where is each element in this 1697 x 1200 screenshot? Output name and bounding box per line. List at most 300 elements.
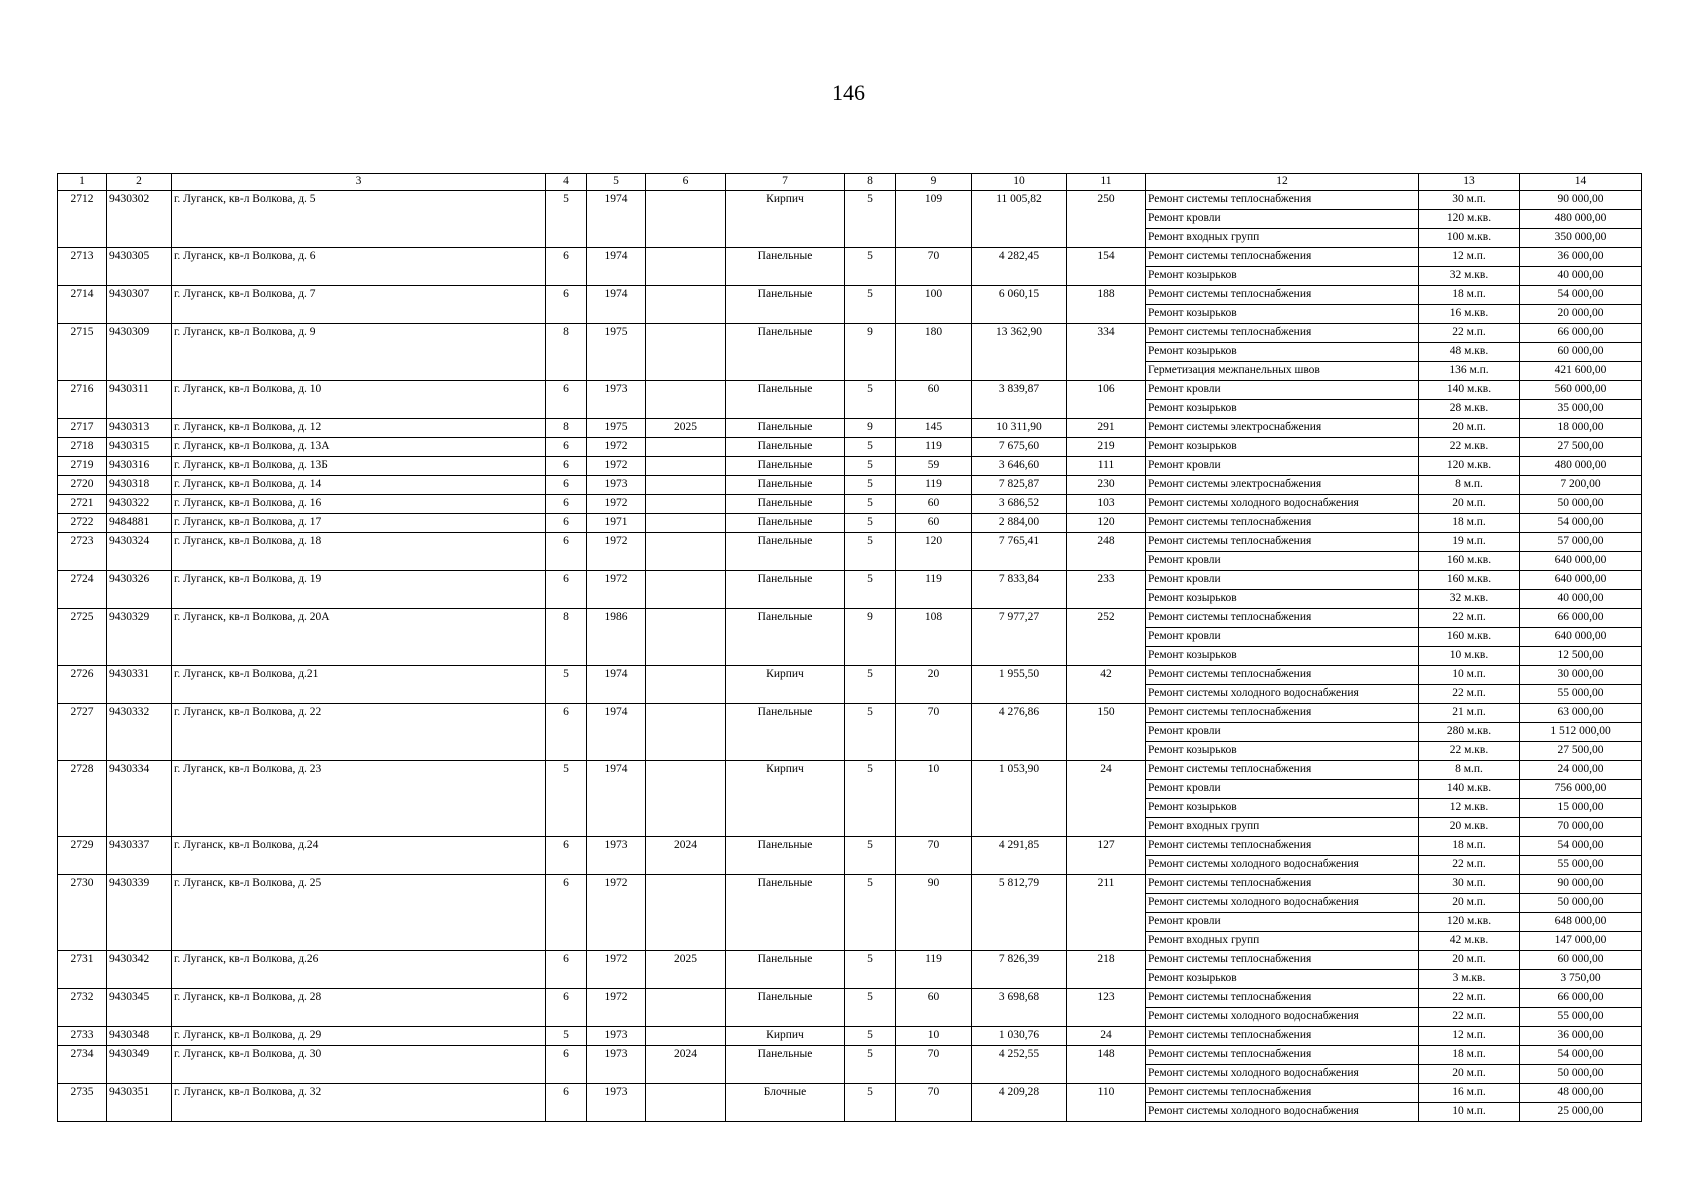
house-group (58, 1027, 1642, 1046)
cell-year: 1973 (587, 837, 646, 875)
house-group (58, 419, 1642, 438)
work-volume: 160 м.кв. (1419, 571, 1520, 590)
cell-year: 1973 (587, 381, 646, 419)
cell-col4: 6 (546, 381, 587, 419)
work-volume: 160 м.кв. (1419, 628, 1520, 647)
cell-material: Панельные (726, 248, 845, 286)
work-name: Ремонт системы теплоснабжения (1146, 191, 1419, 210)
house-code: 9430329 (107, 609, 172, 666)
work-cost: 50 000,00 (1520, 1065, 1642, 1084)
cell-col8: 5 (845, 533, 896, 571)
cell-year: 1972 (587, 495, 646, 514)
work-name: Ремонт системы теплоснабжения (1146, 875, 1419, 894)
cell-col4: 5 (546, 1027, 587, 1046)
house-address: г. Луганск, кв-л Волкова, д. 17 (172, 514, 546, 533)
house-group (58, 495, 1642, 514)
work-name: Ремонт системы теплоснабжения (1146, 609, 1419, 628)
house-code: 9430349 (107, 1046, 172, 1084)
work-volume: 22 м.п. (1419, 856, 1520, 875)
cell-col8: 5 (845, 191, 896, 248)
cell-col10: 10 311,90 (972, 419, 1067, 438)
work-name: Ремонт системы холодного водоснабжения (1146, 1065, 1419, 1084)
cell-col9: 60 (896, 381, 972, 419)
house-group (58, 514, 1642, 533)
row-number: 2727 (58, 704, 107, 761)
cell-col8: 9 (845, 609, 896, 666)
cell-col4: 6 (546, 875, 587, 951)
cell-material: Панельные (726, 704, 845, 761)
work-cost: 7 200,00 (1520, 476, 1642, 495)
cell-year: 1973 (587, 1084, 646, 1122)
cell-col9: 70 (896, 704, 972, 761)
cell-col6 (646, 324, 726, 381)
row-number: 2719 (58, 457, 107, 476)
work-cost: 350 000,00 (1520, 229, 1642, 248)
table-row (58, 476, 1642, 495)
work-name: Ремонт козырьков (1146, 305, 1419, 324)
table-row (58, 286, 1642, 305)
work-volume: 22 м.кв. (1419, 742, 1520, 761)
row-number: 2720 (58, 476, 107, 495)
cell-col10: 7 977,27 (972, 609, 1067, 666)
cell-col4: 6 (546, 476, 587, 495)
table-row (58, 571, 1642, 590)
house-code: 9430322 (107, 495, 172, 514)
table-row (58, 419, 1642, 438)
work-volume: 22 м.п. (1419, 685, 1520, 704)
house-code: 9430318 (107, 476, 172, 495)
row-number: 2729 (58, 837, 107, 875)
cell-col9: 100 (896, 286, 972, 324)
work-volume: 22 м.п. (1419, 609, 1520, 628)
cell-col9: 60 (896, 495, 972, 514)
cell-material: Блочные (726, 1084, 845, 1122)
work-cost: 648 000,00 (1520, 913, 1642, 932)
cell-material: Панельные (726, 533, 845, 571)
work-name: Ремонт системы теплоснабжения (1146, 248, 1419, 267)
cell-col9: 119 (896, 476, 972, 495)
cell-col11: 42 (1067, 666, 1146, 704)
cell-year: 1975 (587, 419, 646, 438)
house-group (58, 989, 1642, 1027)
cell-col9: 60 (896, 989, 972, 1027)
row-number: 2716 (58, 381, 107, 419)
work-name: Ремонт козырьков (1146, 438, 1419, 457)
work-volume: 136 м.п. (1419, 362, 1520, 381)
cell-col11: 127 (1067, 837, 1146, 875)
house-group (58, 571, 1642, 609)
cell-col9: 20 (896, 666, 972, 704)
table-row (58, 1027, 1642, 1046)
cell-col10: 4 209,28 (972, 1084, 1067, 1122)
work-name: Ремонт системы теплоснабжения (1146, 1084, 1419, 1103)
row-number: 2714 (58, 286, 107, 324)
table-row (58, 191, 1642, 210)
cell-material: Кирпич (726, 761, 845, 837)
cell-col10: 2 884,00 (972, 514, 1067, 533)
work-name: Ремонт козырьков (1146, 400, 1419, 419)
cell-col4: 6 (546, 495, 587, 514)
house-address: г. Луганск, кв-л Волкова, д. 23 (172, 761, 546, 837)
work-cost: 27 500,00 (1520, 742, 1642, 761)
cell-col11: 219 (1067, 438, 1146, 457)
house-code: 9484881 (107, 514, 172, 533)
cell-col9: 10 (896, 761, 972, 837)
col-header: 7 (726, 174, 845, 191)
work-cost: 55 000,00 (1520, 685, 1642, 704)
house-group (58, 837, 1642, 875)
cell-col11: 250 (1067, 191, 1146, 248)
cell-material: Панельные (726, 286, 845, 324)
cell-year: 1972 (587, 951, 646, 989)
table-row (58, 609, 1642, 628)
house-address: г. Луганск, кв-л Волкова, д.21 (172, 666, 546, 704)
row-number: 2731 (58, 951, 107, 989)
house-group (58, 609, 1642, 666)
cell-col10: 3 686,52 (972, 495, 1067, 514)
house-address: г. Луганск, кв-л Волкова, д. 13Б (172, 457, 546, 476)
work-volume: 18 м.п. (1419, 1046, 1520, 1065)
work-name: Ремонт системы теплоснабжения (1146, 1046, 1419, 1065)
work-volume: 120 м.кв. (1419, 913, 1520, 932)
work-cost: 50 000,00 (1520, 894, 1642, 913)
work-volume: 18 м.п. (1419, 837, 1520, 856)
cell-col9: 145 (896, 419, 972, 438)
cell-col6 (646, 761, 726, 837)
cell-year: 1972 (587, 989, 646, 1027)
work-name: Ремонт системы холодного водоснабжения (1146, 1008, 1419, 1027)
work-volume: 30 м.п. (1419, 191, 1520, 210)
cell-col8: 5 (845, 875, 896, 951)
cell-col11: 291 (1067, 419, 1146, 438)
work-volume: 10 м.кв. (1419, 647, 1520, 666)
house-code: 9430302 (107, 191, 172, 248)
cell-material: Панельные (726, 457, 845, 476)
table-row (58, 381, 1642, 400)
work-cost: 63 000,00 (1520, 704, 1642, 723)
cell-col8: 9 (845, 324, 896, 381)
cell-year: 1972 (587, 438, 646, 457)
cell-col6 (646, 191, 726, 248)
cell-col11: 334 (1067, 324, 1146, 381)
work-volume: 18 м.п. (1419, 286, 1520, 305)
row-number: 2733 (58, 1027, 107, 1046)
cell-col4: 6 (546, 1084, 587, 1122)
cell-col11: 24 (1067, 761, 1146, 837)
work-name: Ремонт козырьков (1146, 742, 1419, 761)
row-number: 2712 (58, 191, 107, 248)
work-volume: 19 м.п. (1419, 533, 1520, 552)
row-number: 2734 (58, 1046, 107, 1084)
table-row (58, 875, 1642, 894)
work-volume: 16 м.кв. (1419, 305, 1520, 324)
work-volume: 10 м.п. (1419, 1103, 1520, 1122)
work-volume: 20 м.п. (1419, 1065, 1520, 1084)
cell-material: Панельные (726, 495, 845, 514)
work-cost: 36 000,00 (1520, 248, 1642, 267)
house-group (58, 248, 1642, 286)
cell-material: Панельные (726, 438, 845, 457)
work-volume: 160 м.кв. (1419, 552, 1520, 571)
cell-col10: 7 765,41 (972, 533, 1067, 571)
work-volume: 20 м.п. (1419, 419, 1520, 438)
col-header: 9 (896, 174, 972, 191)
work-cost: 15 000,00 (1520, 799, 1642, 818)
work-name: Ремонт козырьков (1146, 799, 1419, 818)
table-row (58, 704, 1642, 723)
house-address: г. Луганск, кв-л Волкова, д. 14 (172, 476, 546, 495)
col-header: 12 (1146, 174, 1419, 191)
cell-col8: 5 (845, 666, 896, 704)
work-cost: 24 000,00 (1520, 761, 1642, 780)
work-name: Ремонт кровли (1146, 552, 1419, 571)
cell-col9: 120 (896, 533, 972, 571)
table-row (58, 951, 1642, 970)
cell-col6 (646, 438, 726, 457)
cell-col10: 1 030,76 (972, 1027, 1067, 1046)
cell-col10: 3 698,68 (972, 989, 1067, 1027)
work-name: Ремонт козырьков (1146, 267, 1419, 286)
work-volume: 12 м.п. (1419, 1027, 1520, 1046)
cell-col4: 6 (546, 457, 587, 476)
row-number: 2735 (58, 1084, 107, 1122)
cell-material: Панельные (726, 324, 845, 381)
cell-material: Панельные (726, 381, 845, 419)
cell-col11: 211 (1067, 875, 1146, 951)
house-code: 9430305 (107, 248, 172, 286)
cell-col6 (646, 533, 726, 571)
work-name: Ремонт системы электроснабжения (1146, 419, 1419, 438)
work-name: Ремонт системы теплоснабжения (1146, 951, 1419, 970)
cell-col6 (646, 248, 726, 286)
cell-col11: 24 (1067, 1027, 1146, 1046)
row-number: 2721 (58, 495, 107, 514)
cell-year: 1974 (587, 761, 646, 837)
work-cost: 54 000,00 (1520, 286, 1642, 305)
table-row (58, 514, 1642, 533)
col-header: 5 (587, 174, 646, 191)
work-name: Ремонт системы теплоснабжения (1146, 704, 1419, 723)
house-address: г. Луганск, кв-л Волкова, д. 7 (172, 286, 546, 324)
cell-col8: 5 (845, 761, 896, 837)
header-row (58, 174, 1642, 191)
table-row (58, 989, 1642, 1008)
work-name: Ремонт кровли (1146, 381, 1419, 400)
house-group (58, 324, 1642, 381)
cell-col4: 6 (546, 514, 587, 533)
work-cost: 12 500,00 (1520, 647, 1642, 666)
cell-col4: 5 (546, 191, 587, 248)
work-cost: 90 000,00 (1520, 191, 1642, 210)
cell-year: 1972 (587, 571, 646, 609)
house-group (58, 533, 1642, 571)
work-cost: 25 000,00 (1520, 1103, 1642, 1122)
house-address: г. Луганск, кв-л Волкова, д. 13А (172, 438, 546, 457)
cell-year: 1974 (587, 704, 646, 761)
cell-col4: 6 (546, 989, 587, 1027)
house-address: г. Луганск, кв-л Волкова, д. 18 (172, 533, 546, 571)
house-address: г. Луганск, кв-л Волкова, д. 6 (172, 248, 546, 286)
cell-col6 (646, 476, 726, 495)
row-number: 2713 (58, 248, 107, 286)
cell-col11: 218 (1067, 951, 1146, 989)
repair-program-table (57, 173, 1642, 1122)
work-cost: 66 000,00 (1520, 324, 1642, 343)
house-group (58, 666, 1642, 704)
cell-year: 1971 (587, 514, 646, 533)
table-row (58, 438, 1642, 457)
house-code: 9430311 (107, 381, 172, 419)
work-name: Ремонт кровли (1146, 723, 1419, 742)
work-volume: 32 м.кв. (1419, 267, 1520, 286)
cell-col4: 6 (546, 533, 587, 571)
work-name: Ремонт системы холодного водоснабжения (1146, 1103, 1419, 1122)
cell-col11: 110 (1067, 1084, 1146, 1122)
cell-col11: 123 (1067, 989, 1146, 1027)
col-header: 1 (58, 174, 107, 191)
col-header: 2 (107, 174, 172, 191)
work-volume: 20 м.кв. (1419, 818, 1520, 837)
table-row (58, 533, 1642, 552)
cell-col6 (646, 1084, 726, 1122)
cell-year: 1974 (587, 191, 646, 248)
work-name: Ремонт системы теплоснабжения (1146, 666, 1419, 685)
house-code: 9430315 (107, 438, 172, 457)
cell-col9: 60 (896, 514, 972, 533)
cell-col8: 5 (845, 704, 896, 761)
col-header: 10 (972, 174, 1067, 191)
cell-col10: 6 060,15 (972, 286, 1067, 324)
cell-col10: 3 839,87 (972, 381, 1067, 419)
house-address: г. Луганск, кв-л Волкова, д. 25 (172, 875, 546, 951)
cell-col8: 5 (845, 438, 896, 457)
house-group (58, 381, 1642, 419)
work-name: Ремонт входных групп (1146, 818, 1419, 837)
work-name: Ремонт системы теплоснабжения (1146, 286, 1419, 305)
work-name: Ремонт кровли (1146, 457, 1419, 476)
col-header: 4 (546, 174, 587, 191)
house-group (58, 875, 1642, 951)
table-row (58, 495, 1642, 514)
house-code: 9430342 (107, 951, 172, 989)
cell-col6 (646, 457, 726, 476)
work-cost: 30 000,00 (1520, 666, 1642, 685)
work-cost: 421 600,00 (1520, 362, 1642, 381)
work-name: Ремонт системы теплоснабжения (1146, 761, 1419, 780)
work-volume: 8 м.п. (1419, 761, 1520, 780)
house-code: 9430307 (107, 286, 172, 324)
cell-col11: 154 (1067, 248, 1146, 286)
work-cost: 35 000,00 (1520, 400, 1642, 419)
house-address: г. Луганск, кв-л Волкова, д. 9 (172, 324, 546, 381)
work-name: Ремонт козырьков (1146, 343, 1419, 362)
cell-col4: 6 (546, 248, 587, 286)
cell-col9: 70 (896, 248, 972, 286)
cell-col9: 90 (896, 875, 972, 951)
work-name: Ремонт системы теплоснабжения (1146, 989, 1419, 1008)
house-code: 9430326 (107, 571, 172, 609)
row-number: 2726 (58, 666, 107, 704)
work-cost: 18 000,00 (1520, 419, 1642, 438)
cell-col8: 5 (845, 571, 896, 609)
work-cost: 480 000,00 (1520, 457, 1642, 476)
work-volume: 32 м.кв. (1419, 590, 1520, 609)
work-volume: 22 м.п. (1419, 324, 1520, 343)
work-volume: 12 м.кв. (1419, 799, 1520, 818)
row-number: 2715 (58, 324, 107, 381)
house-address: г. Луганск, кв-л Волкова, д. 30 (172, 1046, 546, 1084)
work-name: Ремонт системы холодного водоснабжения (1146, 495, 1419, 514)
work-cost: 36 000,00 (1520, 1027, 1642, 1046)
house-group (58, 438, 1642, 457)
cell-col4: 5 (546, 761, 587, 837)
table-row (58, 457, 1642, 476)
cell-col10: 3 646,60 (972, 457, 1067, 476)
cell-col8: 5 (845, 248, 896, 286)
cell-material: Панельные (726, 609, 845, 666)
work-cost: 147 000,00 (1520, 932, 1642, 951)
house-group (58, 457, 1642, 476)
cell-col8: 5 (845, 286, 896, 324)
table-row (58, 1084, 1642, 1103)
cell-col10: 7 825,87 (972, 476, 1067, 495)
cell-col6 (646, 875, 726, 951)
house-address: г. Луганск, кв-л Волкова, д. 12 (172, 419, 546, 438)
cell-col6 (646, 666, 726, 704)
cell-col9: 119 (896, 571, 972, 609)
cell-col4: 6 (546, 286, 587, 324)
cell-col4: 8 (546, 419, 587, 438)
work-cost: 480 000,00 (1520, 210, 1642, 229)
col-header: 3 (172, 174, 546, 191)
house-address: г. Луганск, кв-л Волкова, д. 10 (172, 381, 546, 419)
work-name: Ремонт козырьков (1146, 590, 1419, 609)
cell-material: Панельные (726, 476, 845, 495)
house-code: 9430337 (107, 837, 172, 875)
page-number: 146 (832, 80, 865, 105)
house-code: 9430339 (107, 875, 172, 951)
cell-year: 1973 (587, 1027, 646, 1046)
table-row (58, 837, 1642, 856)
cell-col6: 2025 (646, 951, 726, 989)
work-name: Ремонт кровли (1146, 210, 1419, 229)
cell-material: Панельные (726, 989, 845, 1027)
work-cost: 3 750,00 (1520, 970, 1642, 989)
cell-col9: 119 (896, 438, 972, 457)
work-volume: 21 м.п. (1419, 704, 1520, 723)
work-cost: 27 500,00 (1520, 438, 1642, 457)
cell-year: 1974 (587, 286, 646, 324)
work-name: Ремонт системы электроснабжения (1146, 476, 1419, 495)
house-address: г. Луганск, кв-л Волкова, д. 19 (172, 571, 546, 609)
cell-col10: 4 276,86 (972, 704, 1067, 761)
cell-material: Кирпич (726, 1027, 845, 1046)
row-number: 2728 (58, 761, 107, 837)
work-volume: 20 м.п. (1419, 951, 1520, 970)
work-volume: 22 м.кв. (1419, 438, 1520, 457)
work-name: Ремонт системы холодного водоснабжения (1146, 856, 1419, 875)
cell-col10: 11 005,82 (972, 191, 1067, 248)
cell-col11: 150 (1067, 704, 1146, 761)
house-code: 9430351 (107, 1084, 172, 1122)
cell-year: 1972 (587, 457, 646, 476)
work-cost: 48 000,00 (1520, 1084, 1642, 1103)
cell-col4: 6 (546, 837, 587, 875)
work-volume: 22 м.п. (1419, 1008, 1520, 1027)
cell-col8: 5 (845, 989, 896, 1027)
house-group (58, 191, 1642, 248)
cell-col4: 6 (546, 951, 587, 989)
